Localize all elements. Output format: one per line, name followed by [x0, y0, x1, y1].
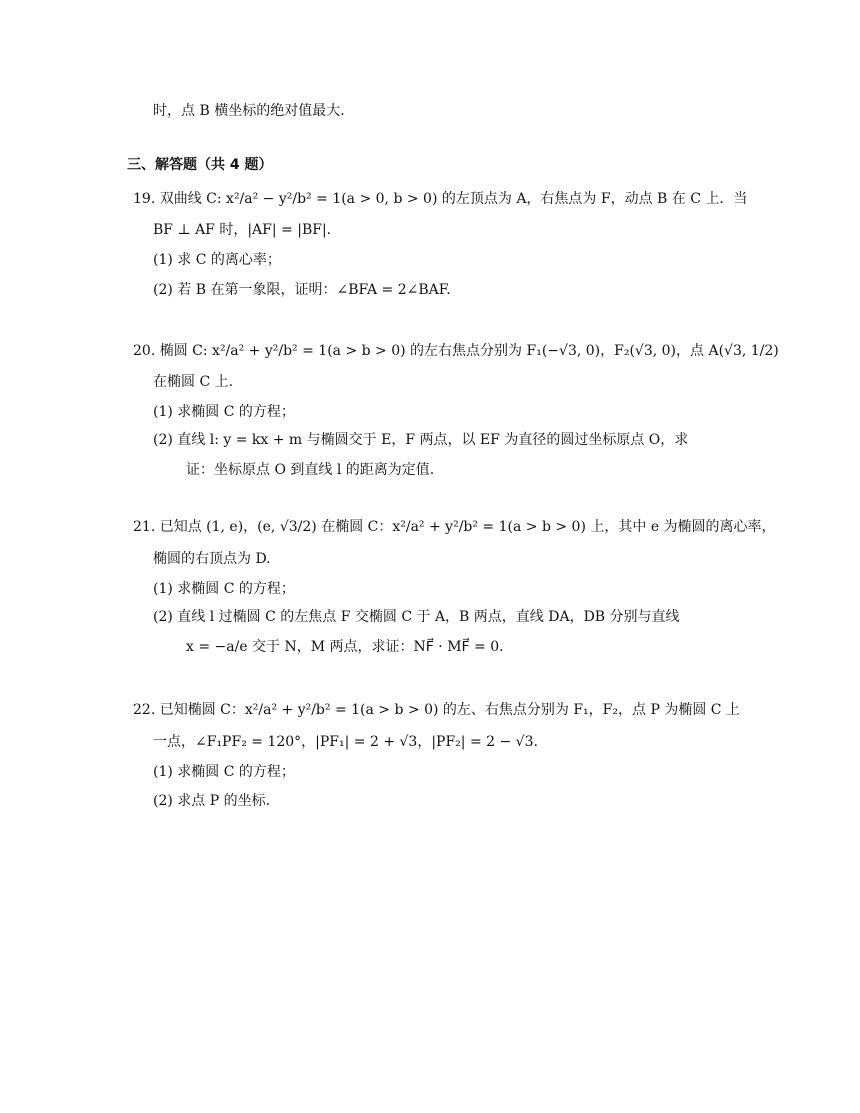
carryover-text: 时，点 B 横坐标的绝对值最大.: [153, 103, 345, 119]
q20-part2-line1: (2) 直线 l: y = kx + m 与椭圆交于 E，F 两点，以 EF 为直径的圆过坐标原点 O，求: [153, 432, 689, 448]
q21-part2-line1: (2) 直线 l 过椭圆 C 的左焦点 F 交椭圆 C 于 A，B 两点，直线 DA，DB 分别与直线: [153, 609, 680, 625]
q20-stem-line1: 20. 椭圆 C: x²/a² + y²/b² = 1(a > b > 0) 的左右焦点分别为 F₁(−√3, 0)，F₂(√3, 0)，点 A(√3, 1/2): [133, 343, 779, 359]
q19-stem-line2: BF ⊥ AF 时，|AF| = |BF|.: [153, 222, 332, 238]
q19-part1: (1) 求 C 的离心率；: [153, 252, 281, 268]
section-heading: 三、解答题（共 4 题）: [127, 157, 273, 173]
q21-part2-line2: x = −a/e 交于 N，M 两点，求证：NF⃗ · MF⃗ = 0.: [186, 639, 504, 655]
q22-stem-line2: 一点，∠F₁PF₂ = 120°，|PF₁| = 2 + √3，|PF₂| = 2 − √3.: [153, 734, 538, 750]
q21-part1: (1) 求椭圆 C 的方程；: [153, 581, 295, 597]
q21-stem-line1: 21. 已知点 (1, e)，(e, √3/2) 在椭圆 C：x²/a² + y²/b² = 1(a > b > 0) 上，其中 e 为椭圆的离心率，: [133, 519, 776, 535]
q19-stem-line1: 19. 双曲线 C: x²/a² − y²/b² = 1(a > 0, b > 0) 的左顶点为 A，右焦点为 F，动点 B 在 C 上．当: [133, 191, 748, 207]
q21-stem-line2: 椭圆的右顶点为 D.: [153, 551, 271, 567]
q22-part2: (2) 求点 P 的坐标.: [153, 793, 271, 809]
q20-part1: (1) 求椭圆 C 的方程；: [153, 404, 295, 420]
q20-stem-line2: 在椭圆 C 上.: [153, 374, 234, 390]
q22-part1: (1) 求椭圆 C 的方程；: [153, 764, 295, 780]
q19-part2: (2) 若 B 在第一象限，证明：∠BFA = 2∠BAF.: [153, 282, 451, 298]
q22-stem-line1: 22. 已知椭圆 C：x²/a² + y²/b² = 1(a > b > 0) 的左、右焦点分别为 F₁，F₂，点 P 为椭圆 C 上: [133, 702, 740, 718]
q20-part2-line2: 证：坐标原点 O 到直线 l 的距离为定值.: [186, 462, 435, 478]
